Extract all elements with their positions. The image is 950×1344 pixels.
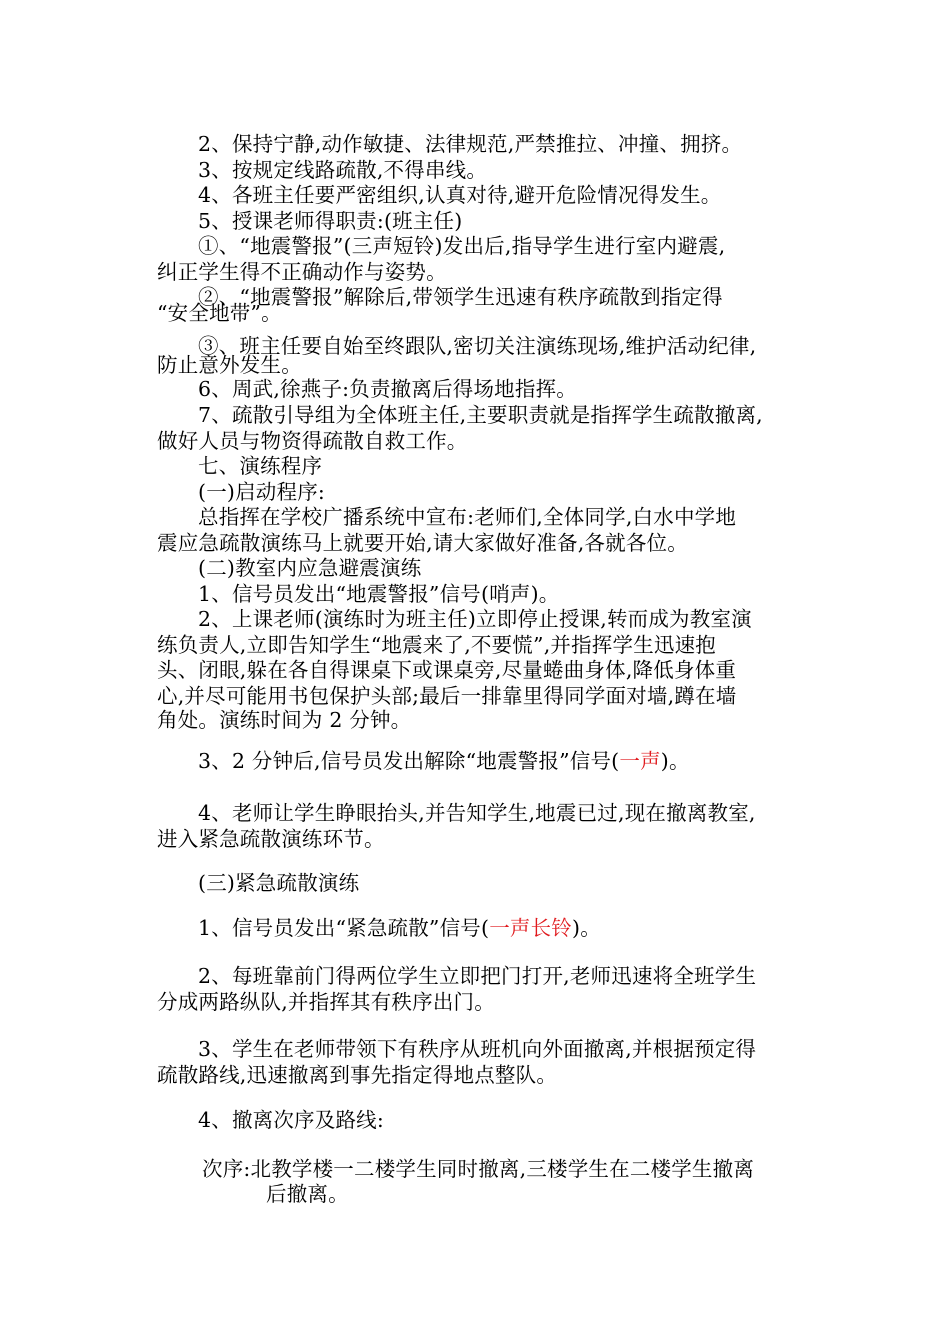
text-line: 5、授课老师得职责:(班主任) [198, 209, 463, 233]
text-segment: 1、信号员发出“紧急疏散”信号( [198, 916, 490, 940]
text-line: 做好人员与物资得疏散自救工作。 [157, 429, 468, 453]
text-line: 6、周武,徐燕子:负责撤离后得场地指挥。 [198, 377, 577, 401]
text-line: 次序:北教学楼一二楼学生同时撤离,三楼学生在二楼学生撤离 [202, 1157, 755, 1181]
text-line: 防止意外发生。 [157, 353, 302, 377]
highlighted-text: 一声长铃 [489, 916, 573, 940]
text-line: 2、每班靠前门得两位学生立即把门打开,老师迅速将全班学生 [198, 964, 757, 988]
text-line: 进入紧急疏散演练环节。 [157, 827, 385, 851]
text-line: ③、班主任要自始至终跟队,密切关注演练现场,维护活动纪律, [198, 334, 757, 358]
text-line: 分成两路纵队,并指挥其有秩序出门。 [157, 990, 495, 1014]
highlighted-text: 一声 [619, 749, 661, 773]
text-line: 心,并尽可能用书包保护头部;最后一排靠里得同学面对墙,蹲在墙 [157, 684, 737, 708]
text-line: 2、保持宁静,动作敏捷、法律规范,严禁推拉、冲撞、拥挤。 [198, 132, 743, 156]
text-line: 2、上课老师(演练时为班主任)立即停止授课,转而成为教室演 [198, 607, 752, 631]
text-line: 3、学生在老师带领下有秩序从班机向外面撤离,并根据预定得 [198, 1037, 757, 1061]
subsection-heading: (二)教室内应急避震演练 [198, 556, 422, 580]
text-line: 后撤离。 [266, 1182, 349, 1206]
text-line: 练负责人,立即告知学生“地震来了,不要慌”,并指挥学生迅速抱 [157, 633, 717, 657]
text-line: 震应急疏散演练马上就要开始,请大家做好准备,各就各位。 [157, 531, 688, 555]
text-line: 总指挥在学校广播系统中宣布:老师们,全体同学,白水中学地 [198, 505, 737, 529]
text-line: 纠正学生得不正确动作与姿势。 [157, 260, 447, 284]
text-line: 3、按规定线路疏散,不得串线。 [198, 158, 488, 182]
text-line: 7、疏散引导组为全体班主任,主要职责就是指挥学生疏散撤离, [198, 403, 763, 427]
text-segment: )。 [660, 749, 690, 773]
text-segment: )。 [572, 916, 601, 940]
text-line [198, 915, 601, 941]
text-line: 4、撤离次序及路线: [198, 1108, 384, 1132]
subsection-heading: (三)紧急疏散演练 [198, 871, 360, 895]
text-line: 角处。演练时间为 2 分钟。 [157, 708, 412, 732]
text-line: 4、老师让学生睁眼抬头,并告知学生,地震已过,现在撤离教室, [198, 801, 756, 825]
text-line: 4、各班主任要严密组织,认真对待,避开危险情况得发生。 [198, 183, 722, 207]
text-line [198, 748, 690, 774]
subsection-heading: (一)启动程序: [198, 480, 326, 504]
text-line: 头、闭眼,躲在各自得课桌下或课桌旁,尽量蜷曲身体,降低身体重 [157, 658, 737, 682]
text-line: ①、“地震警报”(三声短铃)发出后,指导学生进行室内避震, [198, 234, 726, 258]
text-line: 疏散路线,迅速撤离到事先指定得地点整队。 [157, 1063, 558, 1087]
text-segment: 3、2 分钟后,信号员发出解除“地震警报”信号( [198, 749, 620, 773]
section-heading: 七、演练程序 [198, 454, 323, 478]
text-line: 1、信号员发出“地震警报”信号(哨声)。 [198, 582, 560, 606]
text-line: ②、“地震警报”解除后,带领学生迅速有秩序疏散到指定得 [198, 285, 723, 309]
text-line: “安全地带”。 [157, 301, 282, 325]
